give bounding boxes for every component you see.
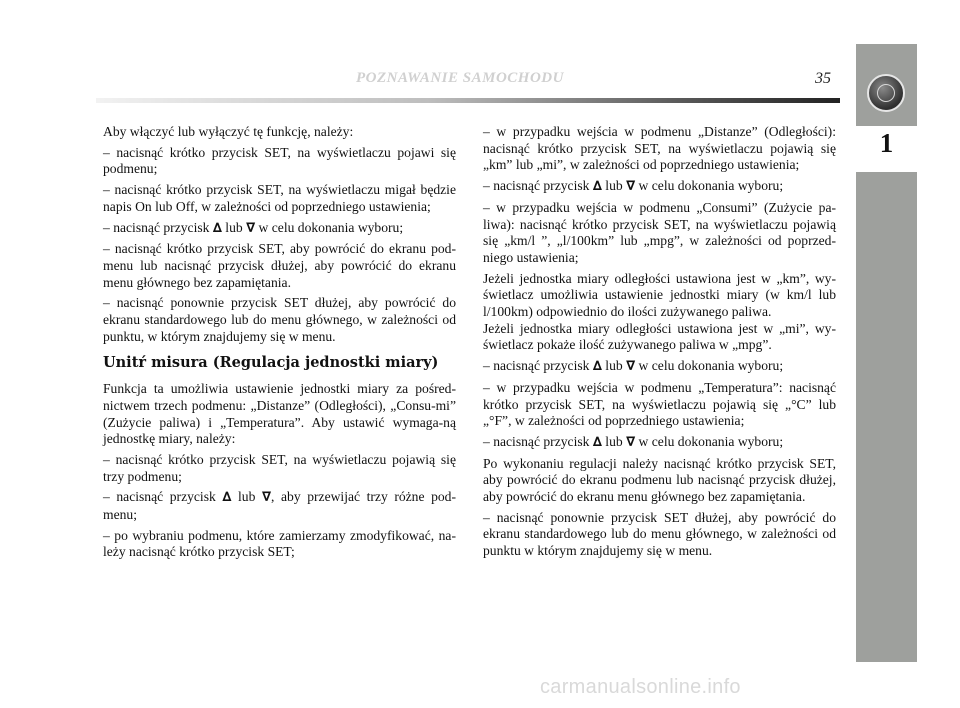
up-arrow-icon: ∆ (592, 434, 602, 450)
paragraph: Jeżeli jednostka miary odległości ustawiona jest w „mi”, wy-świetlacz pokaże ilość zużywanego paliwa w „mpg”. (483, 320, 836, 353)
page-number: 35 (815, 70, 831, 87)
paragraph: – po wybraniu podmenu, które zamierzamy zmodyfikować, na-leży nacisnąć krótko przycisk SET; (103, 527, 456, 560)
down-arrow-icon: ∇ (626, 434, 636, 450)
paragraph: – w przypadku wejścia w podmenu „Consumi” (Zużycie pa-liwa): nacisnąć krótko przycisk SET, na wyświetlaczu pojawią się „km/l ”, „l/100km” lub „mpg”, w zależności od poprzed-niego ustawienia; (483, 199, 836, 265)
down-arrow-icon: ∇ (626, 179, 636, 195)
chapter-number: 1 (879, 128, 894, 158)
paragraph: – w przypadku wejścia w podmenu „Temperatura”: nacisnąć krótko przycisk SET, na wyświetlaczu pojawią się „°C” lub „°F”, w zależności od poprzedniego ustawienia; (483, 379, 836, 429)
paragraph: – nacisnąć przycisk ∆ lub ∇ w celu dokonania wyboru; (483, 358, 784, 375)
paragraph: Funkcja ta umożliwia ustawienie jednostki miary za pośred-nictwem trzech podmenu: „Distanze” (Odległości), „Consu-mi” (Zużycie paliwa) i „Temperatura”. Aby ustawić wymaga-ną jednostkę miary, należy: (103, 381, 456, 447)
header-title: POZNAWANIE SAMOCHODU (356, 70, 564, 86)
up-arrow-icon: ∆ (592, 179, 602, 195)
down-arrow-icon: ∇ (626, 359, 636, 375)
paragraph: – nacisnąć krótko przycisk SET, na wyświetlaczu pojawi się podmenu; (103, 144, 456, 177)
left-column (103, 124, 456, 565)
paragraph: – nacisnąć ponownie przycisk SET dłużej, aby powrócić do ekranu standardowego lub do menu głównego, w zależności od punktu, w którym znajdujemy się w menu. (103, 295, 456, 344)
up-arrow-icon: ∆ (212, 220, 222, 236)
paragraph: – nacisnąć krótko przycisk SET, na wyświetlaczu pojawią się trzy podmenu; (103, 451, 456, 484)
header-rule (96, 98, 840, 103)
watermark: carmanualsonline.info (540, 676, 741, 698)
up-arrow-icon: ∆ (222, 490, 232, 506)
paragraph: – nacisnąć przycisk ∆ lub ∇, aby przewijać trzy różne pod-menu; (103, 489, 456, 523)
chapter-band-rule (856, 168, 917, 172)
paragraph: – nacisnąć przycisk ∆ lub ∇ w celu dokonania wyboru; (103, 219, 404, 236)
paragraph: – nacisnąć krótko przycisk SET, na wyświetlaczu migał będzie napis On lub Off, w zależności od poprzedniego ustawienia; (103, 182, 456, 214)
section-heading: Unitŕ misura (Regulacja jednostki miary) (103, 354, 439, 372)
paragraph: Po wykonaniu regulacji należy nacisnąć krótko przycisk SET, aby powrócić do ekranu podmenu lub nacisnąć przycisk dłużej, aby powrócić do ekranu menu głównego bez zapamiętania. (483, 455, 836, 505)
down-arrow-icon: ∇ (261, 490, 272, 506)
paragraph: Jeżeli jednostka miary odległości ustawiona jest w „km”, wy-świetlacz umożliwia ustawienie jednostki miary (w km/l lub l/100km) odpowiednio do ilości zużywanego paliwa. (483, 270, 836, 320)
lancia-logo-icon (867, 74, 905, 112)
down-arrow-icon: ∇ (246, 220, 256, 236)
paragraph: Aby włączyć lub wyłączyć tę funkcję, należy: (103, 124, 354, 139)
paragraph: – nacisnąć przycisk ∆ lub ∇ w celu dokonania wyboru; (483, 433, 784, 450)
paragraph: – nacisnąć przycisk ∆ lub ∇ w celu dokonania wyboru; (483, 178, 784, 195)
paragraph: – nacisnąć krótko przycisk SET, aby powrócić do ekranu pod-menu lub nacisnąć przycisk dłużej, aby powrócić do ekranu menu głównego bez zapamiętania. (103, 241, 456, 290)
right-column (483, 124, 836, 564)
paragraph: – w przypadku wejścia w podmenu „Distanze” (Odległości): nacisnąć krótko przycisk SET, na wyświetlaczu pojawią się „km” lub „mi”, w zależności od poprzedniego ustawienia; (483, 124, 836, 173)
up-arrow-icon: ∆ (592, 359, 602, 375)
paragraph: – nacisnąć ponownie przycisk SET dłużej, aby powrócić do ekranu standardowego lub do menu głównego, w zależności od punktu w którym znajdujemy się w menu. (483, 509, 836, 559)
